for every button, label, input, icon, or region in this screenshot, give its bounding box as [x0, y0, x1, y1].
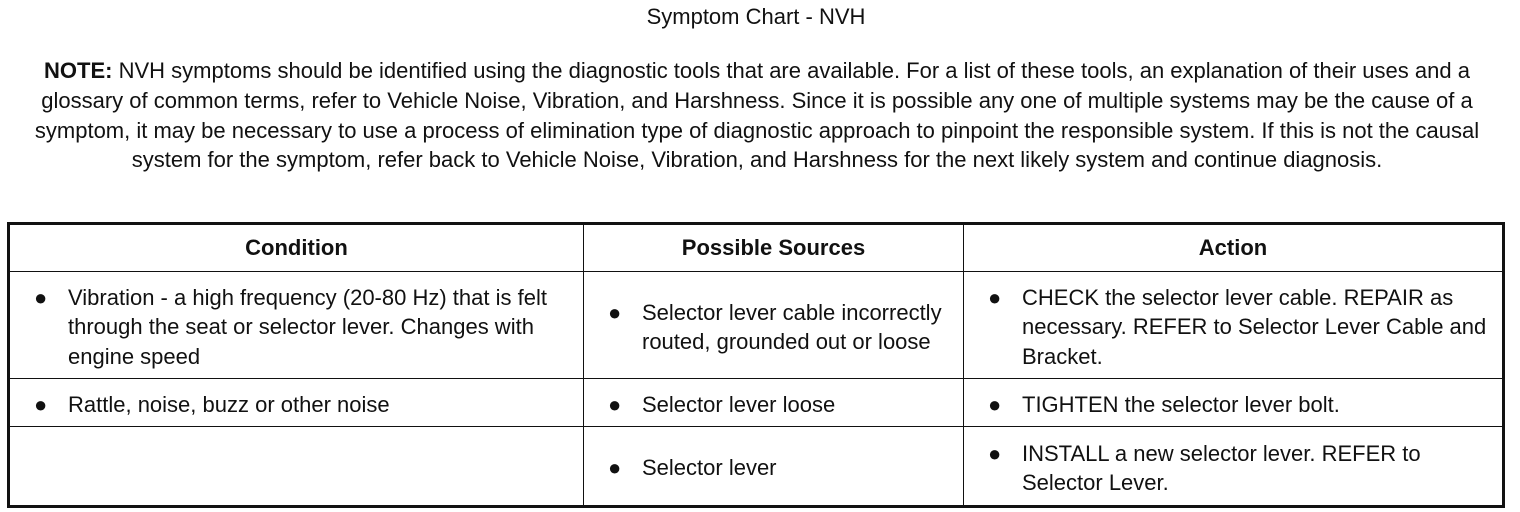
list-item	[964, 435, 1502, 498]
action-text: TIGHTEN the selector lever bolt.	[1022, 391, 1340, 417]
bullet-icon: ●	[988, 391, 1002, 417]
condition-cell-empty	[9, 427, 584, 507]
header-possible-sources: Possible Sources	[584, 224, 964, 272]
page-title: Symptom Chart - NVH	[646, 4, 866, 29]
table-row	[9, 272, 1504, 379]
condition-cell	[9, 379, 584, 427]
bullet-icon: ●	[608, 455, 622, 481]
note-label: NOTE:	[44, 58, 113, 83]
condition-cell	[9, 272, 584, 379]
action-text: CHECK the selector lever cable. REPAIR as necessary. REFER to Selector Lever Cable and Bracket.	[1022, 284, 1487, 369]
header-condition: Condition	[9, 224, 584, 272]
source-cell	[584, 427, 964, 507]
bullet-icon: ●	[988, 284, 1002, 310]
list-item	[584, 294, 963, 357]
source-cell	[584, 272, 964, 379]
condition-text: Vibration - a high frequency (20-80 Hz) that is felt through the seat or selector lever. Changes with engine speed	[68, 284, 547, 369]
list-item	[584, 449, 963, 483]
bullet-icon: ●	[608, 299, 622, 325]
list-item	[964, 279, 1502, 372]
note-paragraph	[8, 56, 1506, 175]
symptom-table	[7, 222, 1505, 508]
list-item	[10, 386, 583, 420]
note-text: NVH symptoms should be identified using the diagnostic tools that are available. For a list of these tools, an explanation of their uses and a glossary of common terms, refer to Vehicle Noise, Vibration, and Harshness. Since it is possible any one of multiple systems may be the cause of a symptom, it may be necessary to use a process of elimination type of diagnostic approach to pinpoint the responsible system. If this is not the causal system for the symptom, refer back to Vehicle Noise, Vibration, and Harshness for the next likely system and continue diagnosis.	[34, 58, 1480, 173]
source-text: Selector lever loose	[642, 391, 836, 417]
list-item	[10, 279, 583, 372]
bullet-icon: ●	[988, 440, 1002, 466]
header-action: Action	[964, 224, 1504, 272]
list-item	[964, 386, 1502, 420]
source-text: Selector lever	[642, 455, 777, 481]
condition-text: Rattle, noise, buzz or other noise	[68, 391, 390, 417]
source-text: Selector lever cable incorrectly routed, grounded out or loose	[642, 299, 942, 354]
action-cell	[964, 272, 1504, 379]
table-row	[9, 379, 1504, 427]
bullet-icon: ●	[34, 391, 48, 417]
action-text: INSTALL a new selector lever. REFER to Selector Lever.	[1022, 440, 1421, 495]
table-header-row	[9, 224, 1504, 272]
bullet-icon: ●	[34, 284, 48, 310]
action-cell	[964, 427, 1504, 507]
table-row	[9, 427, 1504, 507]
action-cell	[964, 379, 1504, 427]
bullet-icon: ●	[608, 391, 622, 417]
list-item	[584, 386, 963, 420]
source-cell	[584, 379, 964, 427]
